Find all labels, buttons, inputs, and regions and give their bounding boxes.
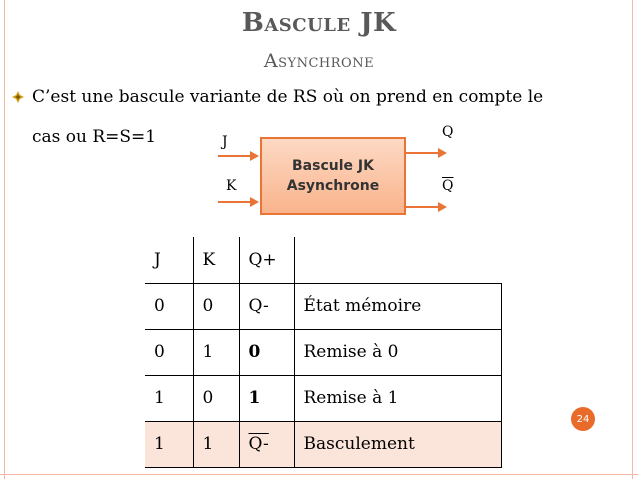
output-q-label: Q bbox=[442, 124, 454, 140]
cell-q: 1 bbox=[239, 375, 294, 421]
bullet-text-line2: cas ou R=S=1 bbox=[32, 127, 157, 147]
cell-k: 1 bbox=[193, 421, 239, 467]
cell-desc: Remise à 1 bbox=[294, 375, 501, 421]
table-row bbox=[145, 329, 501, 375]
input-k-label: K bbox=[226, 178, 237, 194]
header-j: J bbox=[154, 249, 161, 270]
header-desc bbox=[294, 237, 501, 283]
cell-k: 1 bbox=[193, 329, 239, 375]
output-qbar-arrow bbox=[406, 201, 448, 213]
slide-title: Bascule JK bbox=[241, 8, 397, 38]
header-qplus: Q+ bbox=[239, 237, 294, 283]
cell-q: Q- bbox=[239, 421, 294, 467]
diamond-bullet-icon bbox=[12, 91, 24, 103]
cell-desc: Remise à 0 bbox=[294, 329, 501, 375]
input-j-arrow bbox=[218, 150, 260, 162]
input-j-label: J bbox=[222, 134, 228, 150]
cell-q: 0 bbox=[239, 329, 294, 375]
block-label-line1: Bascule JK bbox=[292, 158, 374, 174]
cell-j: 1 bbox=[145, 375, 193, 421]
table-header-row bbox=[145, 237, 501, 283]
frame-bottom-line bbox=[0, 474, 638, 475]
table-row bbox=[145, 283, 501, 329]
cell-desc: Basculement bbox=[294, 421, 501, 467]
cell-desc: État mémoire bbox=[294, 283, 501, 329]
frame-left-line bbox=[4, 0, 5, 479]
table-row bbox=[145, 375, 501, 421]
header-k: K bbox=[193, 237, 239, 283]
block-label-line2: Asynchrone bbox=[286, 178, 380, 194]
slide-subtitle: Asynchrone bbox=[263, 50, 375, 72]
jk-flipflop-block bbox=[260, 137, 406, 215]
cell-j: 1 bbox=[145, 421, 193, 467]
input-k-arrow bbox=[218, 196, 260, 208]
table-row bbox=[145, 421, 501, 467]
truth-table bbox=[145, 237, 502, 468]
cell-j: 0 bbox=[145, 329, 193, 375]
cell-k: 0 bbox=[193, 283, 239, 329]
page-number-badge: 24 bbox=[571, 407, 595, 431]
cell-k: 0 bbox=[193, 375, 239, 421]
bullet-text-line1: C’est une bascule variante de RS où on prend en compte le bbox=[32, 87, 544, 107]
cell-q: Q- bbox=[239, 283, 294, 329]
output-qbar-label: $\overline{Q}$ bbox=[442, 178, 454, 194]
frame-right-line bbox=[632, 0, 633, 479]
output-q-arrow bbox=[406, 147, 448, 159]
cell-j: 0 bbox=[145, 283, 193, 329]
